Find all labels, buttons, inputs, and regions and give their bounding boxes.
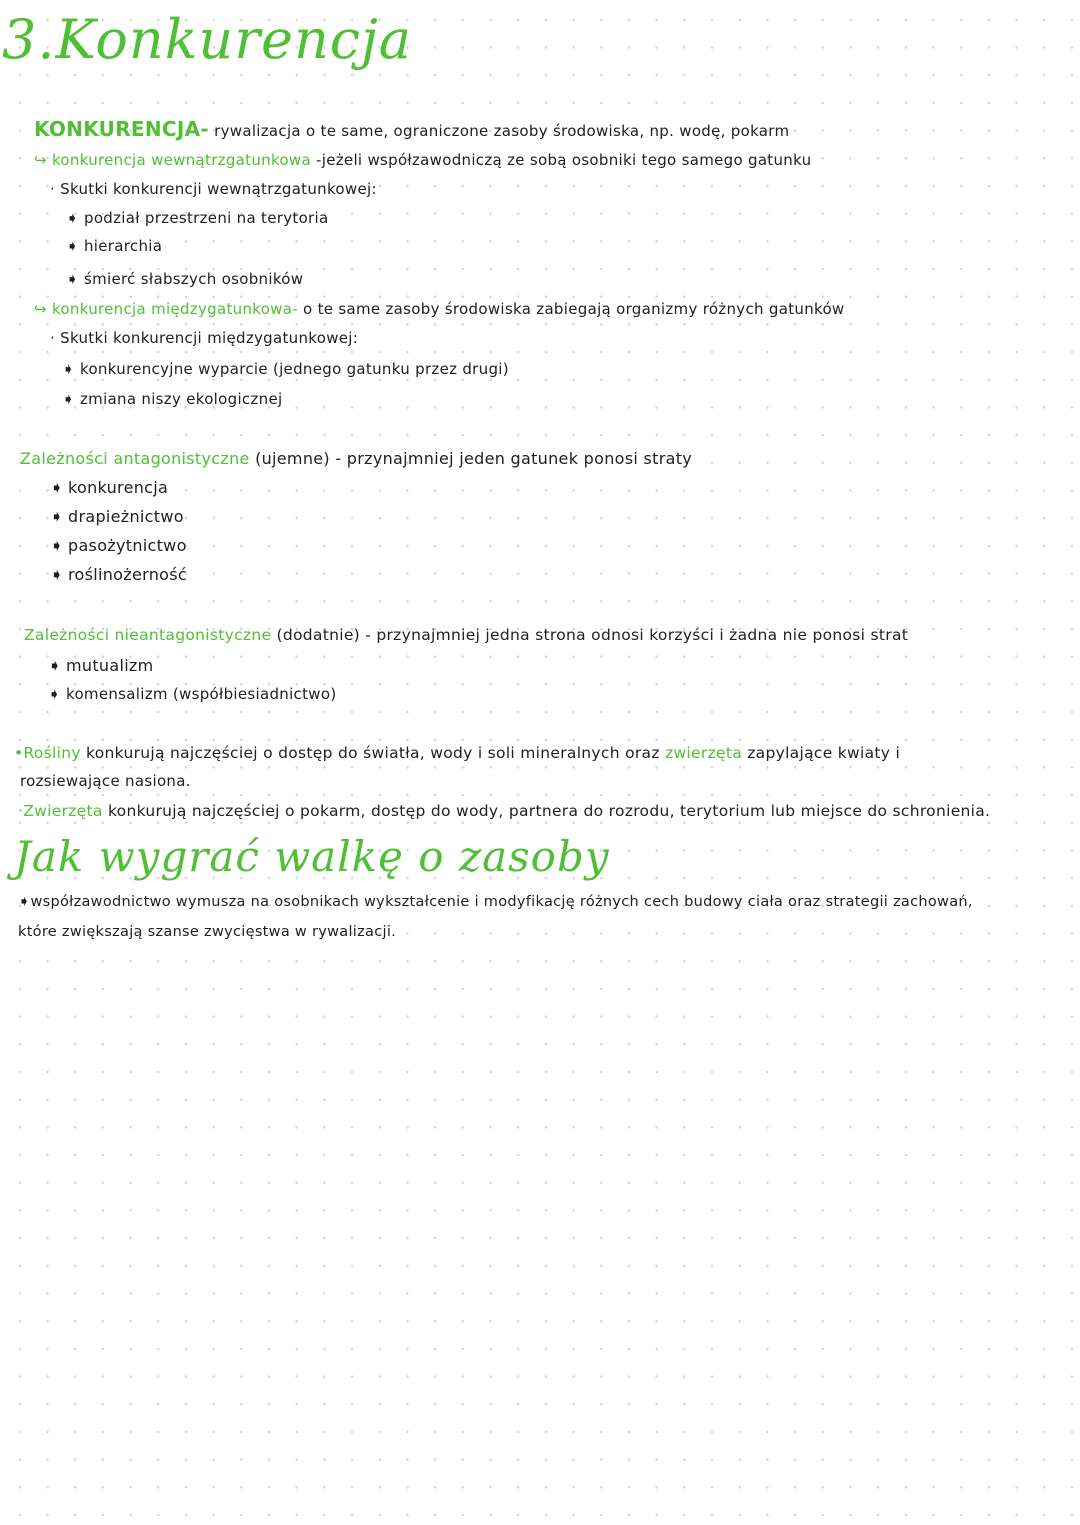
arrow-icon: ➧ xyxy=(48,656,62,675)
antag-item-text: pasożytnictwo xyxy=(68,536,187,555)
arrow-icon: ➧ xyxy=(18,894,31,910)
antag-item xyxy=(50,507,184,526)
inter-line xyxy=(34,300,845,318)
arrow-icon: ➧ xyxy=(48,685,61,703)
intra-text: -jeżeli współzawodniczą ze sobą osobniki tego samego gatunku xyxy=(316,151,812,169)
nonantag-item xyxy=(48,685,336,703)
intra-effect-item xyxy=(66,237,162,255)
arrow-icon: ➧ xyxy=(50,536,64,555)
definition-term: KONKURENCJA- xyxy=(34,117,210,141)
plants-term: Rośliny xyxy=(23,744,81,762)
bullet: · xyxy=(18,802,24,820)
arrow-icon: ➧ xyxy=(66,209,79,227)
inter-term: konkurencja międzygatunkowa- xyxy=(51,300,298,318)
arrow-icon: ➧ xyxy=(50,478,64,497)
arrow-icon: ➧ xyxy=(50,507,64,526)
inter-effect-text: konkurencyjne wyparcie (jednego gatunku przez drugi) xyxy=(80,360,509,378)
nonantag-item xyxy=(48,656,154,675)
nonantag-line xyxy=(24,626,908,644)
arrow-icon: ➧ xyxy=(62,360,75,378)
animals-text: konkurują najczęściej o pokarm, dostęp do wody, partnera do rozrodu, terytorium lub miejsce do schronienia. xyxy=(107,802,991,820)
inter-effect-item xyxy=(62,360,509,378)
arrow-icon: ➧ xyxy=(66,270,79,288)
definition-line xyxy=(34,117,789,141)
nonantag-term: Zależności nieantagonistyczne xyxy=(24,626,272,644)
animals-term-inline: zwierzęta xyxy=(665,744,742,762)
inter-effect-item xyxy=(62,390,282,408)
antag-item-text: konkurencja xyxy=(68,478,169,497)
plants-text: konkurują najczęściej o dostęp do światła, wody i soli mineralnych oraz xyxy=(86,744,660,762)
inter-text: o te same zasoby środowiska zabiegają organizmy różnych gatunków xyxy=(303,300,845,318)
inter-effect-text: zmiana niszy ekologicznej xyxy=(80,390,283,408)
animals-term: Zwierzęta xyxy=(23,802,103,820)
plants-line xyxy=(14,744,900,762)
page-title: 3.Konkurencja xyxy=(2,8,412,71)
final-line-1 xyxy=(18,894,973,910)
antag-item-text: drapieżnictwo xyxy=(68,507,184,526)
nonantag-text: (dodatnie) - przynajmniej jedna strona odnosi korzyści i żadna nie ponosi strat xyxy=(276,626,909,644)
arrow-icon: ➧ xyxy=(62,390,75,408)
definition-text: rywalizacja o te same, ograniczone zasoby środowiska, np. wodę, pokarm xyxy=(214,122,790,140)
antag-text: (ujemne) - przynajmniej jeden gatunek ponosi straty xyxy=(255,449,693,468)
arrow-icon: ➧ xyxy=(50,565,64,584)
antag-item-text: roślinożerność xyxy=(68,565,187,584)
intra-effects-title: · Skutki konkurencji wewnątrzgatunkowej: xyxy=(50,180,377,198)
intra-line xyxy=(34,151,811,169)
plants-text2: zapylające kwiaty i xyxy=(747,744,901,762)
intra-term: konkurencja wewnątrzgatunkowa xyxy=(51,151,311,169)
arrow-icon: ➧ xyxy=(66,237,79,255)
inter-effects-title: · Skutki konkurencji międzygatunkowej: xyxy=(50,329,359,347)
final-line-2: które zwiększają szanse zwycięstwa w rywalizacji. xyxy=(18,924,397,940)
intra-effect-item xyxy=(66,209,329,227)
plants-line-2: rozsiewające nasiona. xyxy=(20,772,191,790)
final-text-1: współzawodnictwo wymusza na osobnikach wykształcenie i modyfikację różnych cech budowy ciała oraz strategii zachowań, xyxy=(30,894,973,910)
animals-line xyxy=(18,802,990,820)
antag-item xyxy=(50,565,187,584)
nonantag-item-text: mutualizm xyxy=(66,656,154,675)
antag-term: Zależności antagonistyczne xyxy=(20,449,250,468)
inter-marker-icon: ↪ xyxy=(34,300,47,318)
antag-line xyxy=(20,449,692,468)
antag-item xyxy=(50,536,187,555)
section-heading: Jak wygrać walkę o zasoby xyxy=(14,832,610,881)
antag-item xyxy=(50,478,168,497)
intra-effect-text: hierarchia xyxy=(84,237,163,255)
intra-marker-icon: ↪ xyxy=(34,151,47,169)
nonantag-item-text: komensalizm (współbiesiadnictwo) xyxy=(66,685,337,703)
intra-effect-item xyxy=(66,270,303,288)
bullet: • xyxy=(14,744,24,762)
intra-effect-text: podział przestrzeni na terytoria xyxy=(84,209,329,227)
intra-effect-text: śmierć słabszych osobników xyxy=(84,270,304,288)
